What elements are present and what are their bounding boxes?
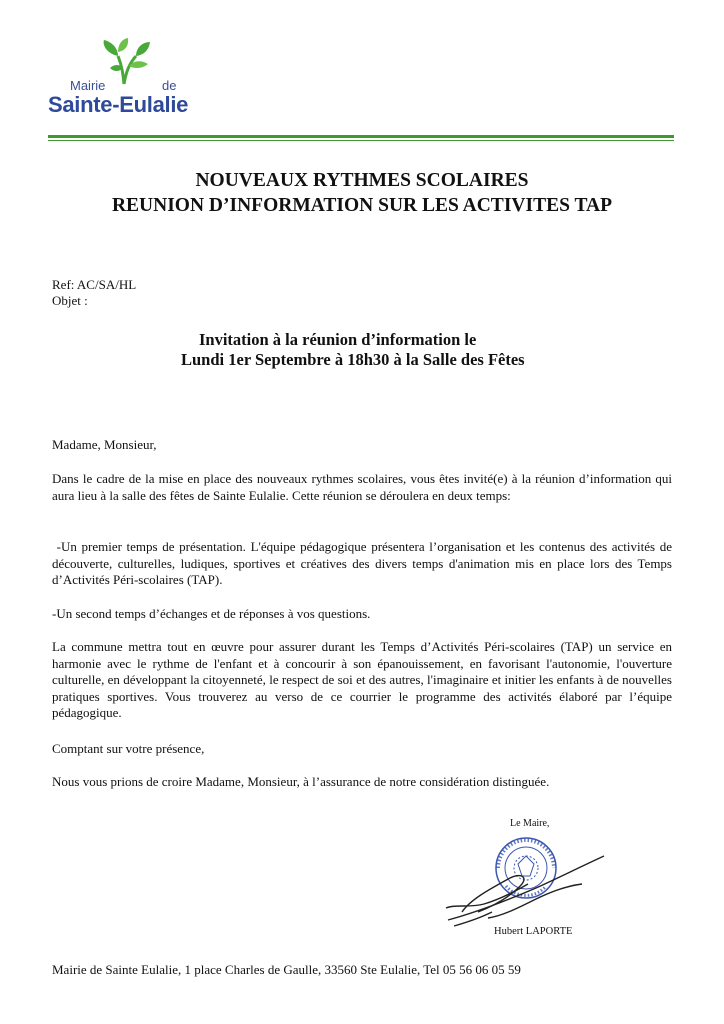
objet-line: Objet : xyxy=(52,293,88,308)
document-title-line1: NOUVEAUX RYTHMES SCOLAIRES xyxy=(195,170,529,191)
document-title-line2: REUNION D’INFORMATION SUR LES ACTIVITES TAP xyxy=(111,195,613,216)
handwritten-signature xyxy=(446,856,604,926)
signatory-name: Hubert LAPORTE xyxy=(494,926,573,937)
reference-line: Ref: AC/SA/HL xyxy=(52,277,137,292)
paragraph-closing: Nous vous prions de croire Madame, Monsieur, à l’assurance de notre considération distinguée. xyxy=(52,774,550,789)
signature-block xyxy=(418,808,628,958)
header-rule xyxy=(48,135,674,138)
logo-de-text: de xyxy=(162,78,177,93)
header-rule-thin xyxy=(48,140,674,141)
invitation-line2: Lundi 1er Septembre à 18h30 à la Salle des Fêtes xyxy=(181,350,525,369)
paragraph-intro: Dans le cadre de la mise en place des nouveaux rythmes scolaires, vous êtes invité(e) à la réunion d’information qui aura lieu à la salle des fêtes de Sainte Eulalie. Cette réunion se déroulera en deux temps: xyxy=(52,471,672,503)
logo-town-name: Sainte-Eulalie xyxy=(48,92,189,117)
paragraph-presence: Comptant sur votre présence, xyxy=(52,741,205,756)
paragraph-commune: La commune mettra tout en œuvre pour assurer durant les Temps d’Activités Péri-scolaires (TAP) un service en harmonie avec le rythme de l'enfant et à concourir à son épanouissement, en favorisant l'autonomie, l'ouverture culturelle, en développant la citoyenneté, le respect de soi et des autres, l'imaginaire et initier les enfants à de nouvelles pratiques sportives. Vous trouverez au verso de ce courrier le programme des activités élaboré par l’équipe pédagogique. xyxy=(52,639,672,720)
mairie-logo xyxy=(44,38,224,120)
paragraph-second-time: -Un second temps d’échanges et de réponses à vos questions. xyxy=(52,606,371,621)
footer-address: Mairie de Sainte Eulalie, 1 place Charles de Gaulle, 33560 Ste Eulalie, Tel 05 56 06 05 59 xyxy=(52,962,521,977)
signature-title: Le Maire, xyxy=(510,818,550,829)
salutation: Madame, Monsieur, xyxy=(52,437,157,452)
official-stamp xyxy=(496,838,556,898)
invitation-line1: Invitation à la réunion d’information le xyxy=(199,330,477,349)
logo-mairie-text: Mairie xyxy=(70,78,106,93)
paragraph-first-time: -Un premier temps de présentation. L'équipe pédagogique présentera l’organisation et les contenus des activités de découverte, culturelles, ludiques, sportives et créatives des divers temps d'animation mis en place lors des Temps d’Activités Péri-scolaires (TAP). xyxy=(52,539,676,587)
